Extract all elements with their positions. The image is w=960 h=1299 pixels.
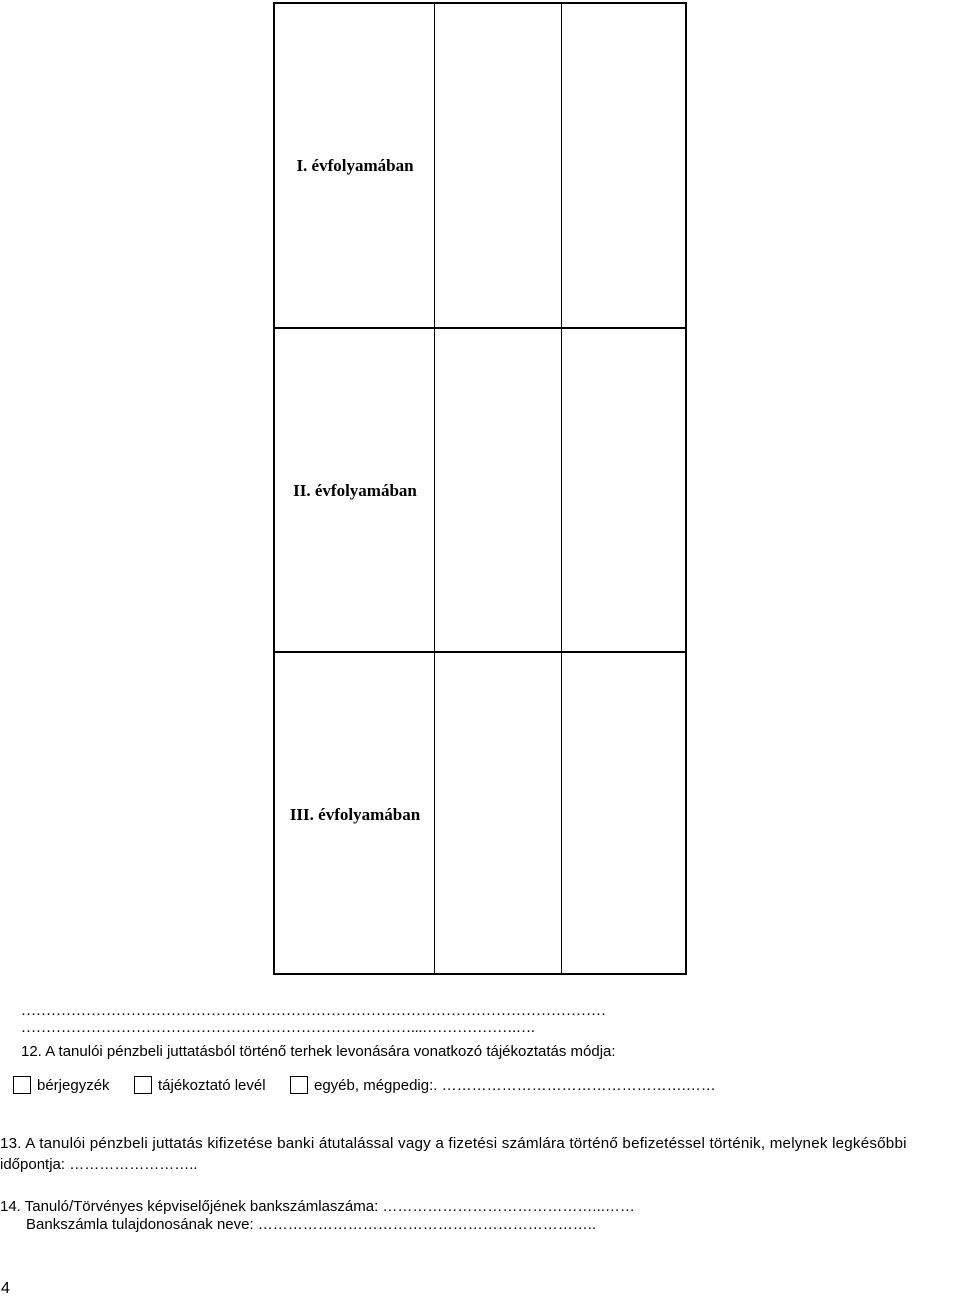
option-tajekoztato-level[interactable]: [134, 1075, 266, 1095]
question-13-line2: időpontja: ……………………..: [0, 1156, 198, 1173]
question-12: 12. A tanulói pénzbeli juttatásból történő terhek levonására vonatkozó tájékoztatás módja:: [21, 1043, 616, 1060]
row-label-year-2: II. évfolyamában: [293, 481, 417, 500]
table-row-divider: [275, 327, 685, 329]
checkbox[interactable]: [13, 1076, 31, 1094]
option-egyeb[interactable]: [290, 1075, 716, 1095]
question-14-line1: 14. Tanuló/Törvényes képviselőjének bankszámlaszáma: ……………………………………...……: [0, 1198, 635, 1215]
checkbox[interactable]: [290, 1076, 308, 1094]
option-berjegyzek[interactable]: [13, 1075, 110, 1095]
table-row-divider: [275, 651, 685, 653]
option-label: tájékoztató levél: [158, 1076, 266, 1094]
table-column-divider: [561, 4, 562, 973]
row-label-year-1: I. évfolyamában: [296, 156, 414, 175]
dotted-line: ………………………………………………………………………………………………………: [21, 1003, 606, 1019]
page-number: 4: [1, 1280, 10, 1297]
question-13-line1: 13. A tanulói pénzbeli juttatás kifizetése banki átutalással vagy a fizetési számlára történő befizetéssel történik, melynek legkésőbbi: [0, 1135, 907, 1152]
yearly-table: [273, 2, 687, 975]
question-14-line2: Bankszámla tulajdonosának neve: …………………………………………………………..: [26, 1216, 597, 1233]
checkbox[interactable]: [134, 1076, 152, 1094]
option-label: egyéb, mégpedig:. ………………………………………….……: [314, 1076, 716, 1094]
option-label: bérjegyzék: [37, 1076, 110, 1094]
dotted-line: ……………………………………………………………………...……………….….: [21, 1020, 535, 1036]
row-label-year-3: III. évfolyamában: [289, 805, 421, 824]
